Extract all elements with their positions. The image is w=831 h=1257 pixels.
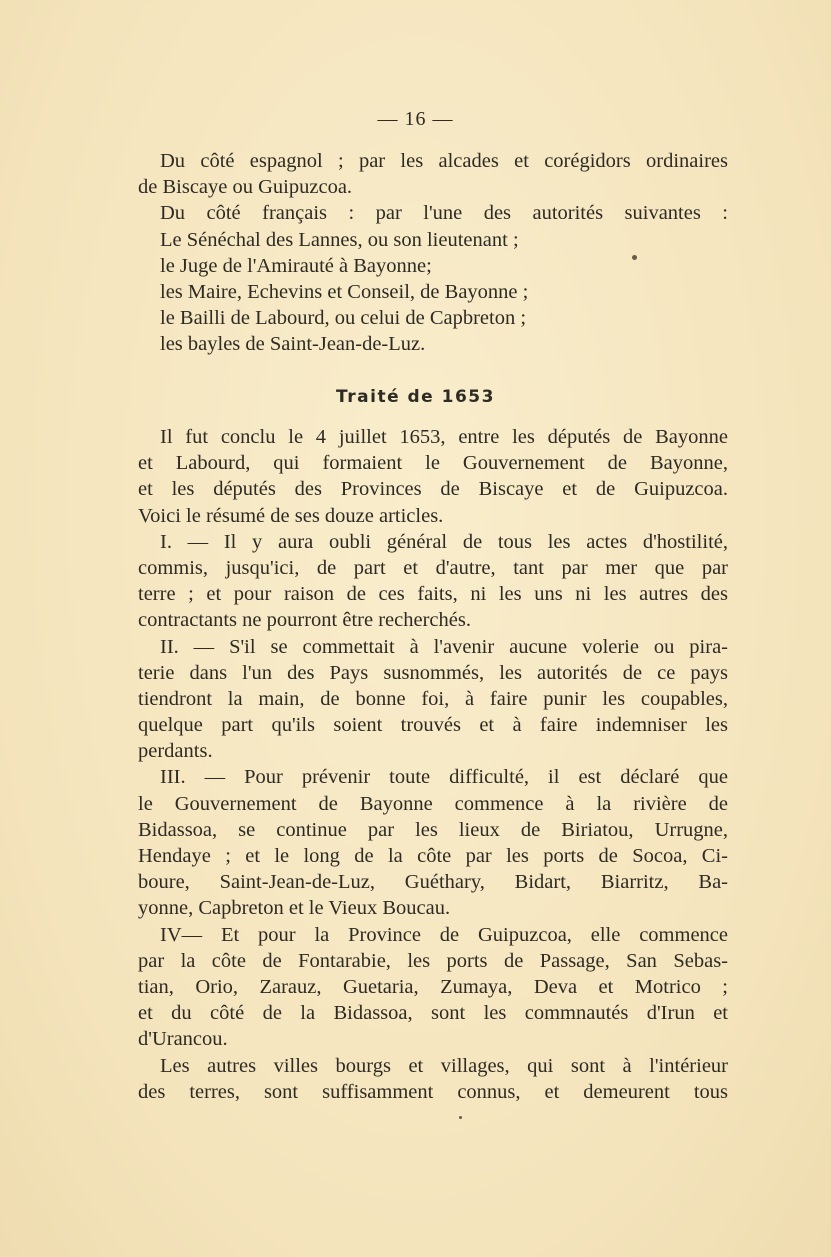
text-line: Hendaye ; et le long de la côte par les ports de Socoa, Ci- <box>138 845 728 867</box>
section-heading: Traité de 1653 <box>336 387 495 407</box>
text-line: le Gouvernement de Bayonne commence à la rivière de <box>138 792 728 815</box>
text-line: contractants ne pourront être recherchés. <box>138 609 471 632</box>
text-line: tiendront la main, de bonne foi, à faire punir les coupables, <box>138 687 728 710</box>
text-line: tian, Orio, Zarauz, Guetaria, Zumaya, Deva et Motrico ; <box>138 975 728 998</box>
text-line: perdants. <box>138 740 213 763</box>
authorities-paragraph <box>138 148 728 358</box>
text-line: commis, jusqu'ici, de part et d'autre, tant par mer que par <box>138 556 728 579</box>
page-number: — 16 — <box>377 108 454 130</box>
text-line: quelque part qu'ils soient trouvés et à faire indemniser les <box>138 714 728 737</box>
text-line: d'Urancou. <box>138 1028 228 1051</box>
text-line: le Juge de l'Amirauté à Bayonne; <box>160 254 432 277</box>
article-line: II. — S'il se commettait à l'avenir aucune volerie ou pira- <box>160 635 728 658</box>
text-line: et du côté de la Bidassoa, sont les commnautés d'Irun et <box>138 1002 728 1025</box>
text-line: Voici le résumé de ses douze articles. <box>138 504 444 527</box>
text-line: Du côté français : par l'une des autorités suivantes : <box>160 202 728 225</box>
text-line: terie dans l'un des Pays susnommés, les autorités de ce pays <box>138 661 728 684</box>
text-line: Du côté espagnol ; par les alcades et corégidors ordinaires <box>160 150 728 172</box>
paper-speck <box>459 1116 462 1119</box>
paper-speck <box>632 255 637 260</box>
text-line: terre ; et pour raison de ces faits, ni les uns ni les autres des <box>138 583 728 606</box>
text-line: les bayles de Saint-Jean-de-Luz. <box>160 333 426 356</box>
text-line: et Labourd, qui formaient le Gouvernement de Bayonne, <box>138 452 728 475</box>
article-line: I. — Il y aura oubli général de tous les actes d'hostilité, <box>160 530 728 553</box>
text-line: Il fut conclu le 4 juillet 1653, entre les députés de Bayonne <box>160 426 728 448</box>
text-line: par la côte de Fontarabie, les ports de Passage, San Sebas- <box>138 949 728 972</box>
article-line: IV— Et pour la Province de Guipuzcoa, elle commence <box>160 923 728 946</box>
text-line: le Bailli de Labourd, ou celui de Capbreton ; <box>160 307 527 330</box>
text-line: de Biscaye ou Guipuzcoa. <box>138 176 353 199</box>
text-line: Les autres villes bourgs et villages, qui sont à l'intérieur <box>160 1054 728 1077</box>
text-line: et les députés des Provinces de Biscaye et de Guipuzcoa. <box>138 478 728 501</box>
text-line: Bidassoa, se continue par les lieux de Biriatou, Urrugne, <box>138 818 728 841</box>
text-line: les Maire, Echevins et Conseil, de Bayonne ; <box>160 280 529 303</box>
text-line: boure, Saint-Jean-de-Luz, Guéthary, Bidart, Biarritz, Ba- <box>138 871 728 894</box>
treaty-paragraph <box>138 424 728 1105</box>
text-line: Le Sénéchal des Lannes, ou son lieutenant ; <box>160 228 519 251</box>
text-line: yonne, Capbreton et le Vieux Boucau. <box>138 897 451 920</box>
article-line: III. — Pour prévenir toute difficulté, il est déclaré que <box>160 766 728 789</box>
text-line: des terres, sont suffisamment connus, et demeurent tous <box>138 1080 728 1103</box>
